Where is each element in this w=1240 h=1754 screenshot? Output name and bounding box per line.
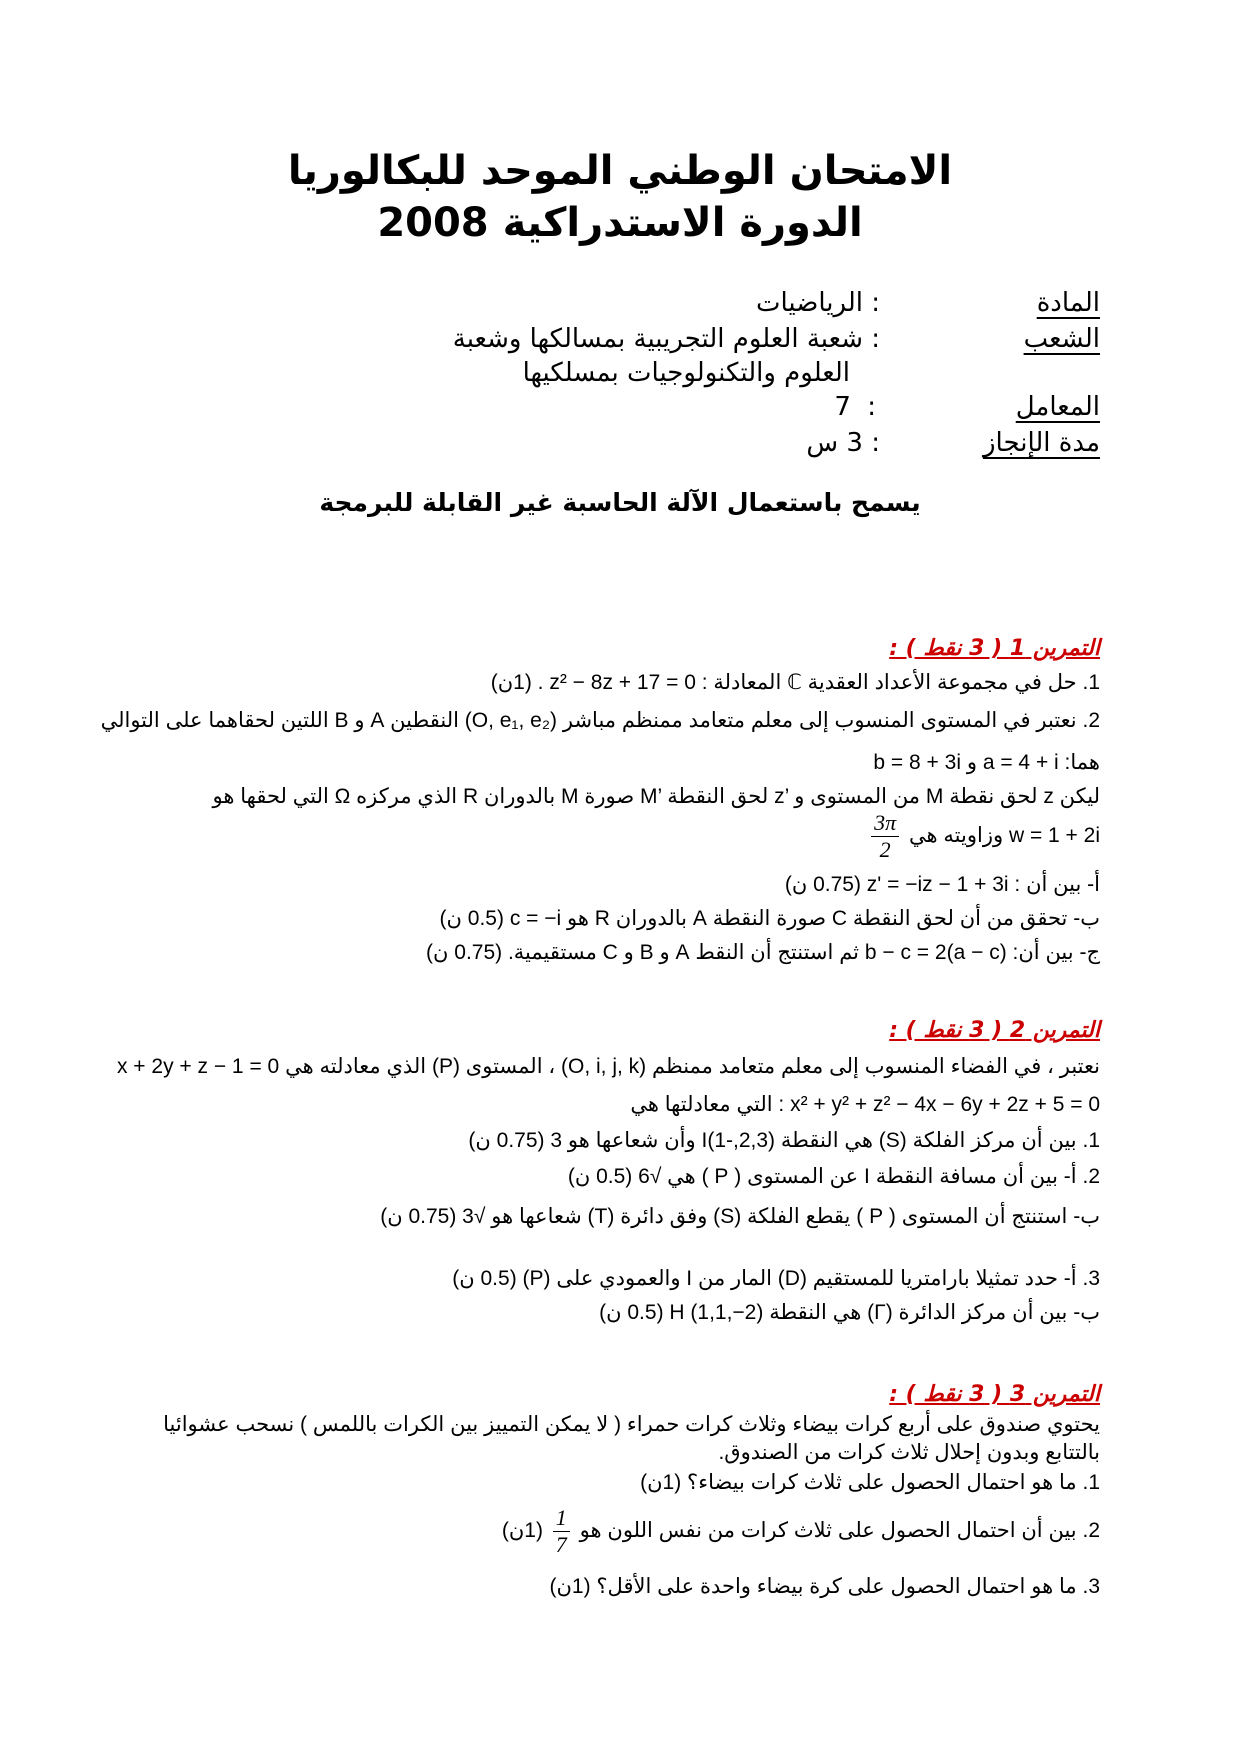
ex1-question-2-rotation: ليكن z لحق نقطة M من المستوى و ’z لحق النقطة ’M صورة M بالدوران R الذي مركزه Ω التي لحقها هو [212,785,1100,808]
ex3-question-2 [140,1502,1100,1560]
ex3-question-3: 3. ما هو احتمال الحصول على كرة بيضاء واحدة على الأقل؟ (1ن) [549,1575,1100,1598]
exercise-1-heading: التمرين 1 ( 3 نقط ) : [889,636,1100,661]
ex3-fraction-denominator: 7 [555,1531,567,1557]
ex1-part-b: ب- تحقق من أن لحق النقطة C صورة النقطة A بالدوران R هو c = −i (0.5 ن) [439,907,1100,930]
ex3-question-1: 1. ما هو احتمال الحصول على ثلاث كرات بيضاء؟ (1ن) [640,1471,1100,1494]
ex2-question-1: 1. بين أن مركز الفلكة (S) هي النقطة (2,3,-1)I وأن شعاعها هو 3 (0.75 ن) [468,1129,1100,1152]
exercise-3-heading: التمرين 3 ( 3 نقط ) : [889,1382,1100,1407]
exam-title-line1: الامتحان الوطني الموحد للبكالوريا [287,148,953,194]
exam-title-line2: الدورة الاستدراكية 2008 [377,200,863,246]
ex1-part-a: أ- بين أن : z' = −iz − 1 + 3i (0.75 ن) [784,873,1100,896]
ex3-intro-line1: يحتوي صندوق على أربع كرات بيضاء وثلاث كرات حمراء ( لا يمكن التمييز بين الكرات باللمس ) نسحب عشوائيا [163,1413,1100,1436]
ex2-question-2b: ب- استنتج أن المستوى ( P ) يقطع الفلكة (S) وفق دائرة (T) شعاعها هو √3 (0.75 ن) [380,1205,1100,1228]
exercise-2-heading: التمرين 2 ( 3 نقط ) : [889,1018,1100,1043]
ex3-question-2-text: 2. بين أن احتمال الحصول على ثلاث كرات من نفس اللون هو [579,1519,1100,1542]
branch-value-line1: : شعبة العلوم التجريبية بمسالكها وشعبة [452,324,880,354]
ex1-angle-numerator: 3π [871,810,899,837]
ex1-rotation-center-text: w = 1 + 2i وزاويته هي [908,824,1100,848]
ex1-question-2-affixes: هما: a = 4 + i و b = 8 + 3i [873,751,1100,774]
subject-label: المادة [1036,288,1100,318]
ex2-question-3a: 3. أ- حدد تمثيلا بارامتريا للمستقيم (D) المار من I والعمودي على (P) (0.5 ن) [452,1267,1100,1290]
ex3-intro-line2: بالتتابع وبدون إحلال ثلاث كرات من الصندوق. [718,1441,1100,1464]
duration-value: : 3 س [806,428,880,458]
branch-label: الشعب [1023,324,1100,354]
ex1-part-c: ج- بين أن: b − c = 2(a − c) ثم استنتج أن النقط A و B و C مستقيمية. (0.75 ن) [426,941,1100,964]
ex1-question-1: 1. حل في مجموعة الأعداد العقدية ℂ المعادلة : z² − 8z + 17 = 0 . (1ن) [490,671,1100,694]
branch-value-line2: العلوم والتكنولوجيات بمسلكيها [522,358,850,388]
subject-value: : الرياضيات [756,288,880,318]
ex1-angle-fraction [871,810,899,863]
calculator-note: يسمح باستعمال الآلة الحاسبة غير القابلة للبرمجة [319,488,921,517]
coefficient-value: : 7 [834,392,880,422]
ex1-angle-denominator: 2 [879,837,891,862]
ex3-fraction-numerator: 1 [553,1505,570,1532]
ex1-rotation-angle-line [140,810,1100,863]
ex3-question-2-points: (1ن) [501,1519,543,1542]
coefficient-label: المعامل [1015,392,1100,422]
duration-label: مدة الإنجاز [982,428,1100,458]
ex2-intro-sphere: x² + y² + z² − 4x − 6y + 2z + 5 = 0 : التي معادلتها هي [630,1093,1100,1116]
ex2-question-3b: ب- بين أن مركز الدائرة (Γ) هي النقطة H (1,1,−2) (0.5 ن) [599,1301,1100,1324]
ex2-question-2a: 2. أ- بين أن مسافة النقطة I عن المستوى ( P ) هي √6 (0.5 ن) [567,1165,1100,1188]
ex1-question-2-intro: 2. نعتبر في المستوى المنسوب إلى معلم متعامد ممنظم مباشر (O, e₁, e₂) النقطين A و B اللتين لحقاهما على التوالي [100,709,1100,732]
ex2-intro-plane: نعتبر ، في الفضاء المنسوب إلى معلم متعامد ممنظم (O, i, j, k) ، المستوى (P) الذي معادلته هي x + 2y + z − 1 = 0 [116,1055,1100,1078]
ex3-probability-fraction [553,1505,570,1558]
